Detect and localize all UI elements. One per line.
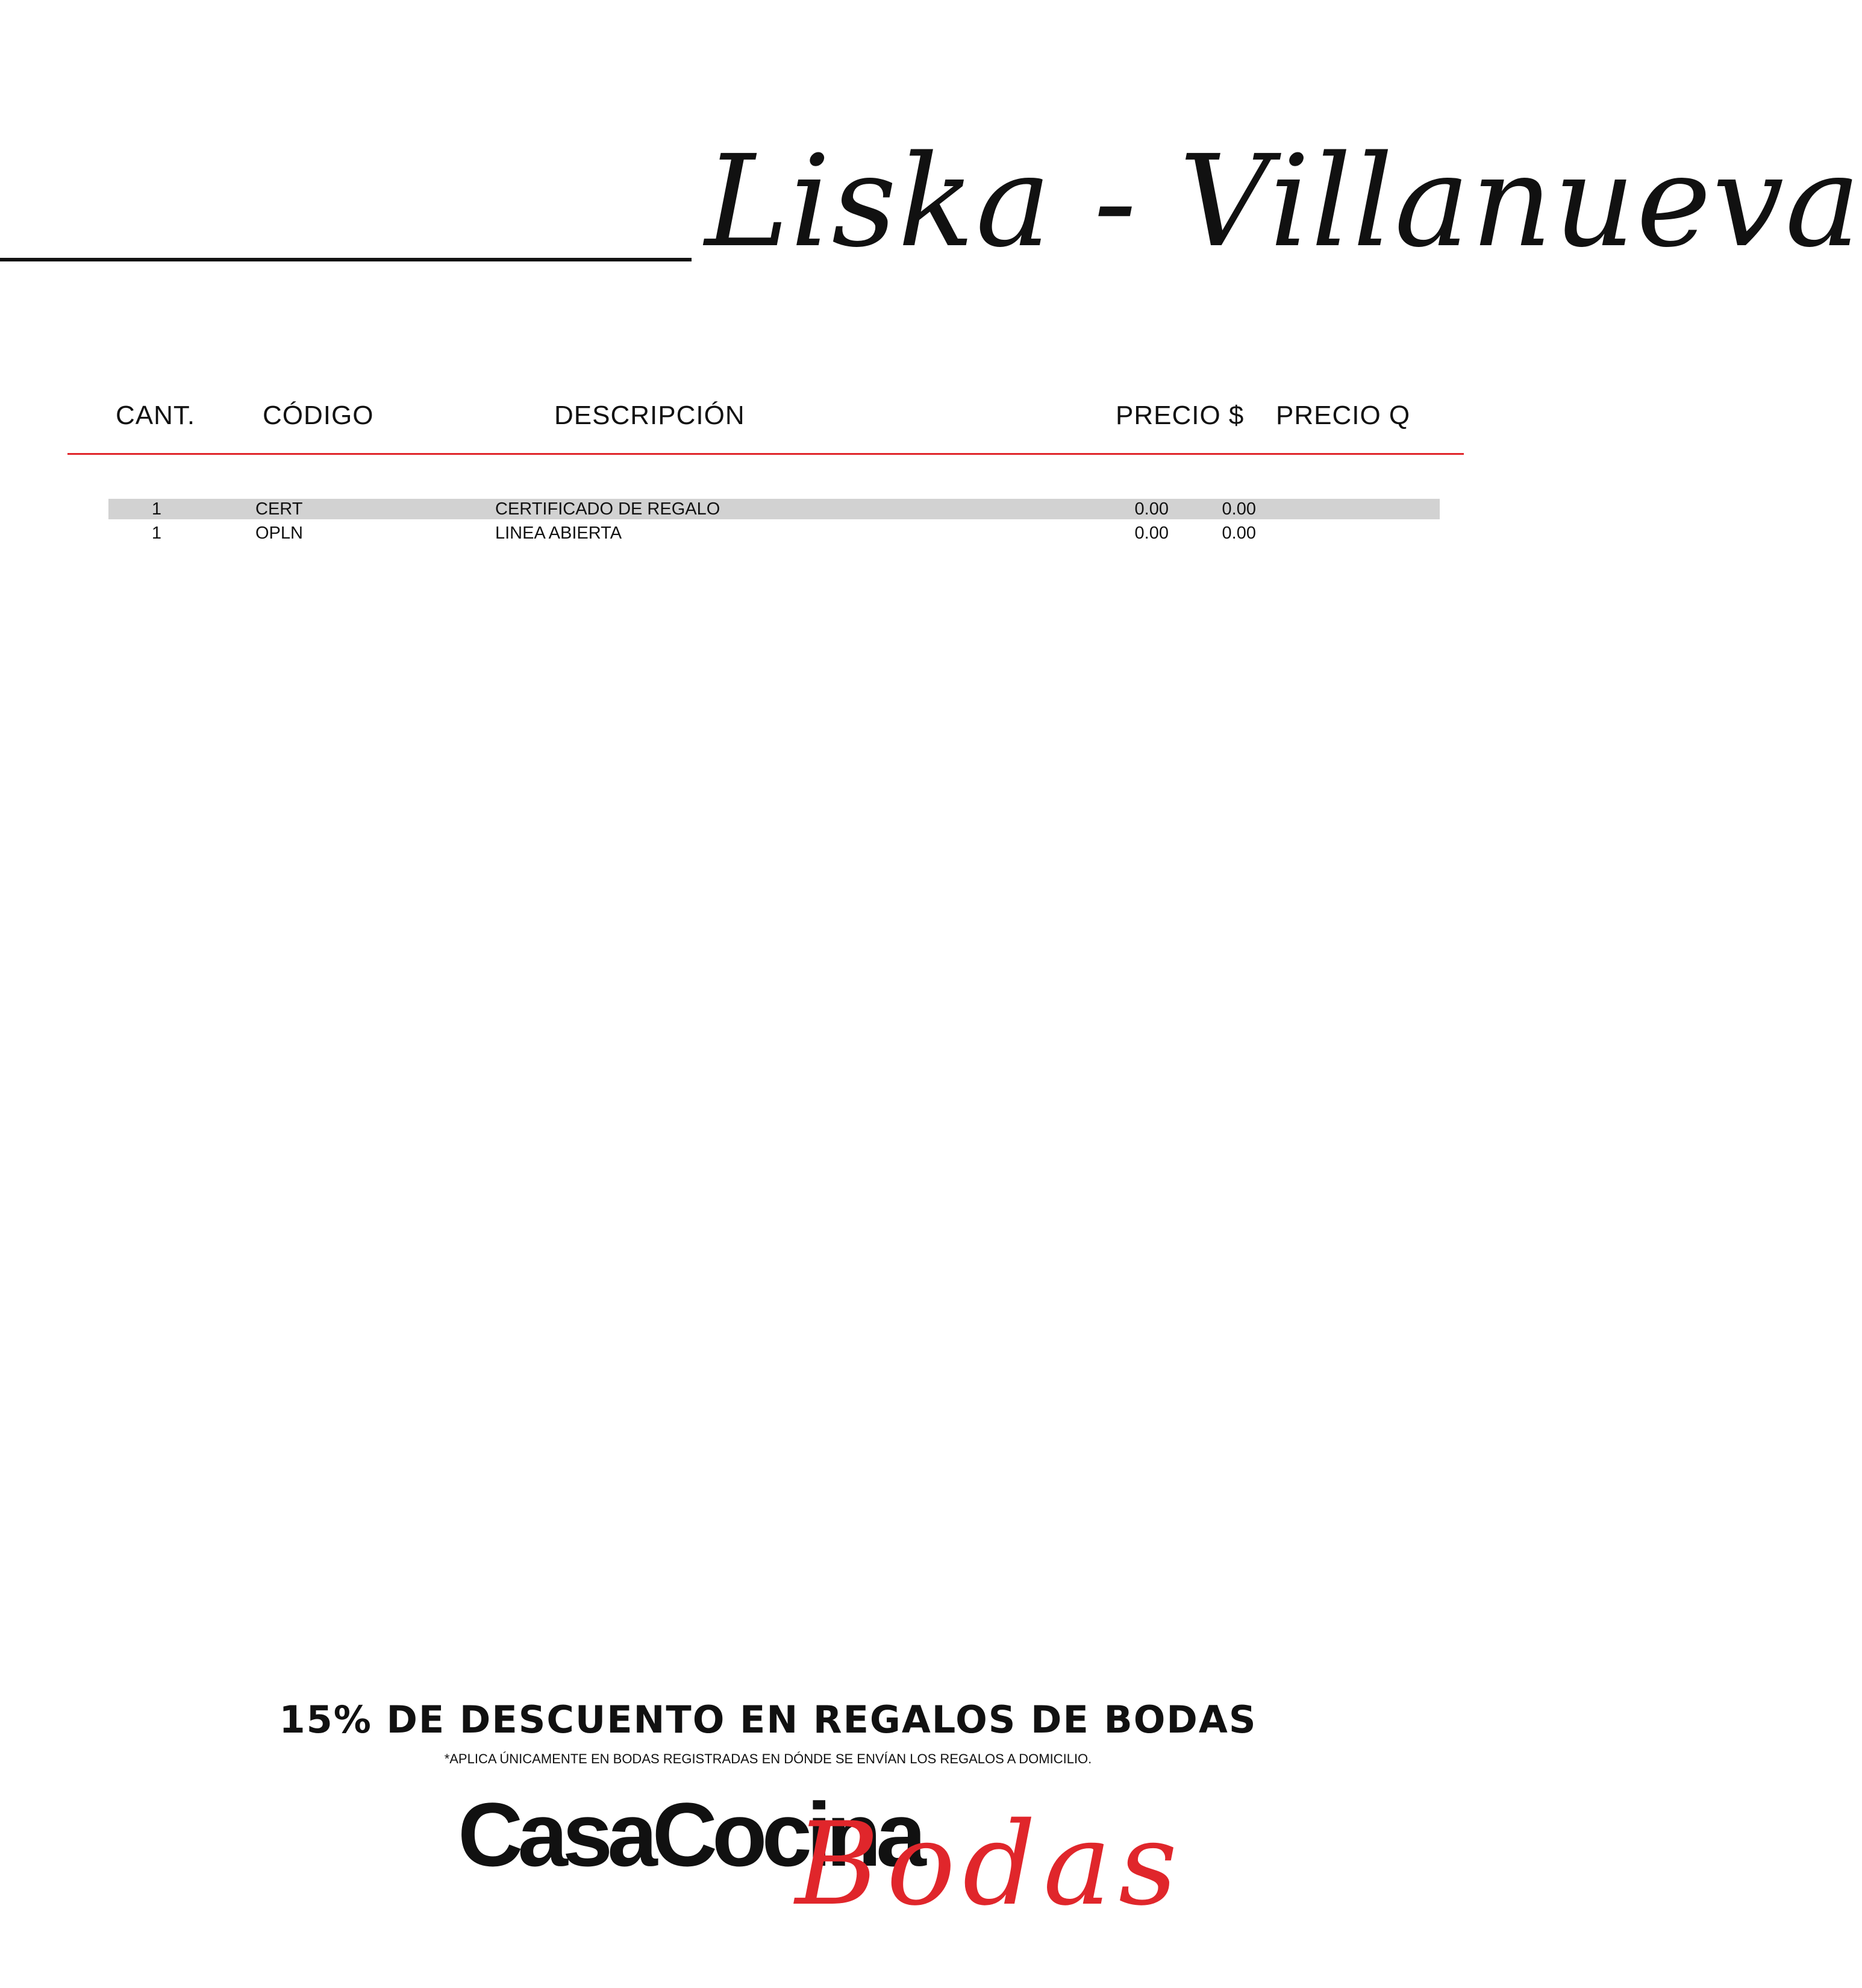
row-price-gtq: 0.00 xyxy=(1222,524,1256,543)
row-description: CERTIFICADO DE REGALO xyxy=(495,499,720,519)
column-header-price-usd: PRECIO $ xyxy=(1116,401,1245,430)
row-code: CERT xyxy=(255,499,303,519)
table-row xyxy=(108,523,1440,543)
row-qty: 1 xyxy=(151,524,162,543)
header-rule xyxy=(0,258,692,261)
logo-script: Bodas xyxy=(795,1798,1185,1931)
column-header-description: DESCRIPCIÓN xyxy=(554,401,745,430)
promo-headline: 15% DE DESCUENTO EN REGALOS DE BODAS xyxy=(279,1698,1257,1742)
row-description: LINEA ABIERTA xyxy=(495,524,622,543)
couple-name-title: Liska - Villanueva xyxy=(705,128,1862,275)
row-price-usd: 0.00 xyxy=(1134,499,1169,519)
table-row xyxy=(108,499,1440,519)
column-header-code: CÓDIGO xyxy=(263,401,374,430)
casacocina-bodas-logo xyxy=(458,1783,1185,1934)
column-header-qty: CANT. xyxy=(116,401,196,430)
logo-wordmark: CasaCocina xyxy=(458,1784,921,1885)
row-price-gtq: 0.00 xyxy=(1222,499,1256,519)
row-price-usd: 0.00 xyxy=(1134,524,1169,543)
row-code: OPLN xyxy=(255,524,303,543)
promo-disclaimer: *APLICA ÚNICAMENTE EN BODAS REGISTRADAS EN DÓNDE SE ENVÍAN LOS REGALOS A DOMICILIO. xyxy=(444,1751,1092,1766)
row-qty: 1 xyxy=(151,499,162,519)
table-header-rule xyxy=(67,453,1464,455)
column-header-price-gtq: PRECIO Q xyxy=(1276,401,1411,430)
